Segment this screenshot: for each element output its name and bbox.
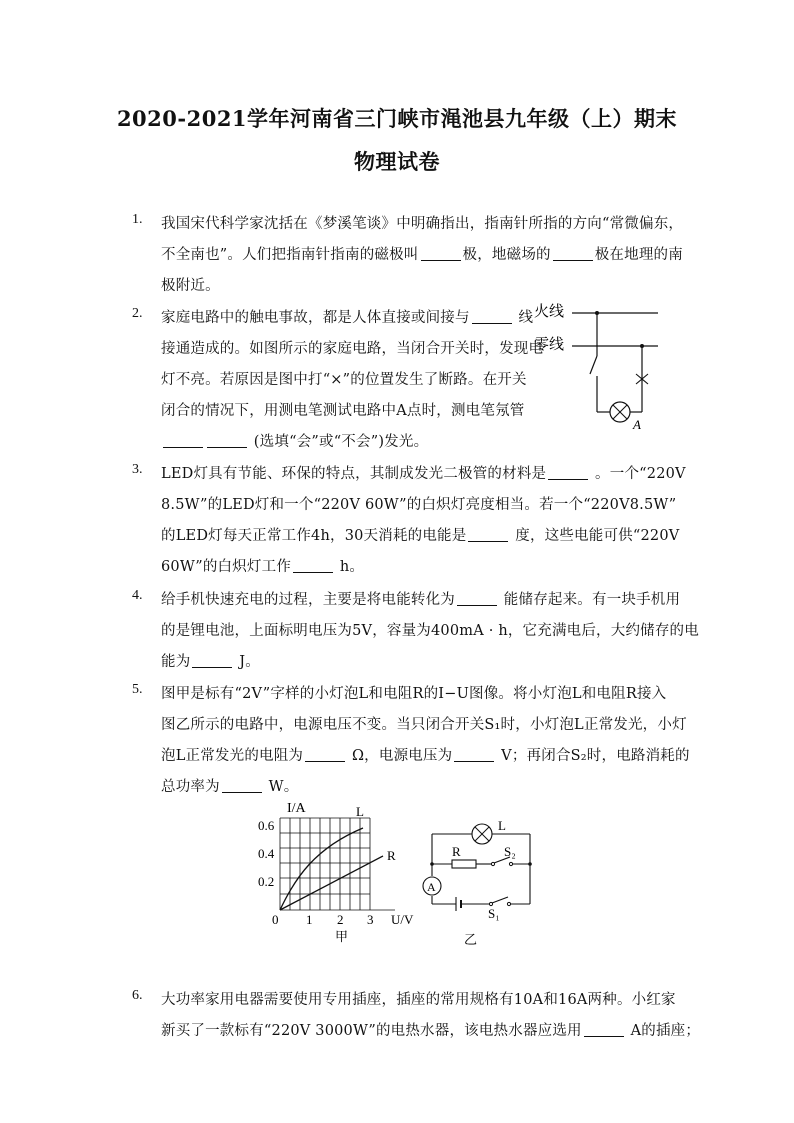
ytick-02: 0.2 — [258, 874, 275, 889]
neutral-wire-label: 零线 — [534, 335, 565, 353]
answer-blank[interactable] — [207, 433, 247, 448]
xtick-0: 0 — [272, 912, 279, 927]
page-title-line2: 物理试卷 — [354, 149, 440, 174]
question-text: V；再闭合S₂时，电路消耗的 — [496, 748, 690, 764]
question-line — [161, 430, 428, 451]
question-text: 能储存起来。有一块手机用 — [499, 592, 681, 608]
chart-caption: 甲 — [335, 930, 349, 945]
question-text: 泡L正常发光的电阻为 — [161, 748, 304, 764]
xtick-2: 2 — [337, 912, 344, 927]
answer-blank[interactable] — [163, 433, 203, 448]
question-text: 度，这些电能可供“220V — [510, 528, 680, 544]
question-number: 2. — [132, 306, 143, 321]
question-text: 图甲是标有“2V”字样的小灯泡L和电阻R的I−U图像。将小灯泡L和电阻R接入 — [161, 686, 667, 702]
question-line — [161, 713, 687, 734]
question-text: 总功率为 — [161, 779, 220, 795]
circuit-caption: 乙 — [464, 933, 478, 948]
question-text: 。一个“220V — [590, 466, 686, 482]
ytick-06: 0.6 — [258, 818, 275, 833]
xtick-1: 1 — [306, 912, 313, 927]
answer-blank[interactable] — [454, 747, 494, 762]
question-line — [161, 306, 533, 327]
question-number: 4. — [132, 588, 143, 603]
answer-blank[interactable] — [421, 246, 461, 261]
point-a-label: A — [633, 417, 641, 432]
question-line — [161, 1019, 700, 1040]
question-line — [161, 744, 690, 765]
resistor-label: R — [452, 844, 461, 859]
question-line — [161, 493, 676, 514]
question-line — [161, 462, 686, 483]
iu-chart — [255, 798, 425, 948]
curve-l-label: L — [356, 804, 364, 819]
question-text: A的插座； — [625, 1023, 701, 1039]
question-line — [161, 243, 683, 264]
question-text: (选填“会”或“不会”)发光。 — [249, 434, 429, 450]
question-line — [161, 555, 364, 576]
xtick-3: 3 — [367, 912, 374, 927]
question-text: h。 — [335, 559, 365, 575]
question-text: 能为 — [161, 654, 191, 670]
answer-blank[interactable] — [305, 747, 345, 762]
question-text: 极，地磁场的 — [462, 247, 551, 263]
question-text: 给手机快速充电的过程，主要是将电能转化为 — [161, 592, 455, 608]
answer-blank[interactable] — [553, 246, 593, 261]
question-number: 3. — [132, 462, 143, 477]
question-line — [161, 368, 527, 389]
question-text: 家庭电路中的触电事故，都是人体直接或间接与 — [161, 310, 470, 326]
question-text: 接通造成的。如图所示的家庭电路，当闭合开关时，发现电 — [161, 341, 544, 357]
question-text: 极附近。 — [161, 278, 220, 294]
question-text: W。 — [263, 779, 299, 795]
question-text: 60W”的白炽灯工作 — [161, 559, 292, 575]
question-text: Ω，电源电压为 — [347, 748, 453, 764]
question-text: 闭合的情况下，用测电笔测试电路中A点时，测电笔氖管 — [161, 403, 525, 419]
ytick-04: 0.4 — [258, 846, 275, 861]
question-number: 1. — [132, 212, 143, 227]
question-text: 图乙所示的电路中，电源电压不变。当只闭合开关S₁时，小灯泡L正常发光，小灯 — [161, 717, 687, 733]
chart-ylabel: I/A — [287, 801, 306, 816]
question-text: 我国宋代科学家沈括在《梦溪笔谈》中明确指出，指南针所指的方向“常微偏东， — [161, 216, 684, 232]
question-line — [161, 619, 699, 640]
question-line — [161, 524, 679, 545]
question-text: 的是锂电池，上面标明电压为5V，容量为400mA · h，它充满电后，大约储存的电 — [161, 623, 699, 639]
lamp-label: L — [498, 818, 506, 833]
question-number: 6. — [132, 988, 143, 1003]
ammeter-label: A — [427, 880, 436, 894]
answer-blank[interactable] — [584, 1022, 624, 1037]
question-line — [161, 588, 680, 609]
page-title-line1: 2020-2021学年河南省三门峡市渑池县九年级（上）期末 — [116, 106, 678, 131]
question-number: 5. — [132, 682, 143, 697]
circuit-yi — [418, 812, 548, 952]
answer-blank[interactable] — [548, 465, 588, 480]
question-text: 8.5W”的LED灯和一个“220V 60W”的白炽灯亮度相当。若一个“220V8.5W” — [161, 497, 677, 513]
household-circuit-figure — [530, 296, 670, 436]
switch1-label: S₁ — [488, 906, 500, 921]
question-text: 的LED灯每天正常工作4h，30天消耗的电能是 — [161, 528, 467, 544]
question-line — [161, 212, 683, 233]
answer-blank[interactable] — [457, 591, 497, 606]
answer-blank[interactable] — [222, 778, 262, 793]
question-line — [161, 274, 220, 295]
question-line — [161, 988, 676, 1009]
question-line — [161, 775, 298, 796]
line-r-label: R — [387, 848, 396, 863]
answer-blank[interactable] — [293, 558, 333, 573]
switch2-label: S₂ — [504, 844, 516, 859]
question-line — [161, 682, 666, 703]
question-text: 大功率家用电器需要使用专用插座，插座的常用规格有10A和16A两种。小红家 — [161, 992, 676, 1008]
question-text: 线 — [513, 310, 534, 326]
question-text: J。 — [234, 654, 260, 670]
question-text: 极在地理的南 — [594, 247, 683, 263]
answer-blank[interactable] — [192, 653, 232, 668]
question-text: LED灯具有节能、环保的特点，其制成发光二极管的材料是 — [161, 466, 547, 482]
question-text: 新买了一款标有“220V 3000W”的电热水器，该电热水器应选用 — [161, 1023, 582, 1039]
chart-xlabel: U/V — [391, 912, 414, 927]
question-line — [161, 399, 524, 420]
answer-blank[interactable] — [472, 309, 512, 324]
curve-l — [280, 828, 363, 910]
question-text: 灯不亮。若原因是图中打“×”的位置发生了断路。在开关 — [161, 372, 527, 388]
question-line — [161, 650, 260, 671]
live-wire-label: 火线 — [534, 302, 565, 320]
question-line — [161, 337, 543, 358]
answer-blank[interactable] — [468, 527, 508, 542]
question-text: 不全南也”。人们把指南针指南的磁极叫 — [161, 247, 419, 263]
